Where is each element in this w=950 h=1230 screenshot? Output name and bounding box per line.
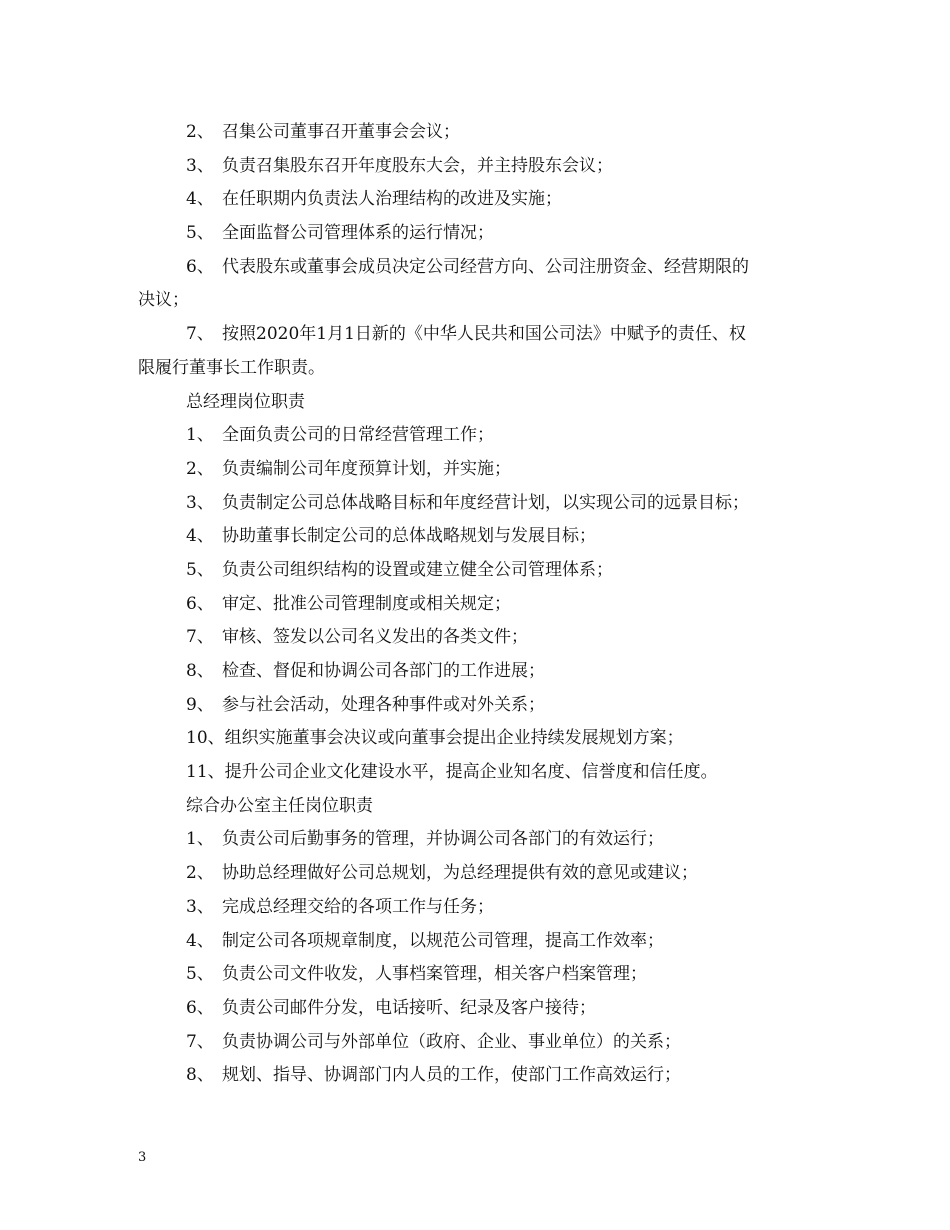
item-number: 1、: [186, 425, 214, 446]
list-item: [138, 318, 818, 352]
item-number: 7、: [186, 324, 214, 345]
item-text-continuation: 限履行董事长工作职责。: [138, 357, 325, 378]
item-text: 完成总经理交给的各项工作与任务；: [222, 896, 494, 917]
list-item: [138, 217, 818, 251]
item-text: 负责公司邮件分发，电话接听、纪录及客户接待；: [222, 997, 596, 1018]
section-heading: 综合办公室主任岗位职责: [186, 795, 373, 816]
item-number: 2、: [186, 122, 214, 142]
item-number: 3、: [186, 896, 214, 917]
item-text: 按照2020年1月1日新的《中华人民共和国公司法》中赋予的责任、权: [222, 324, 746, 345]
section-heading: 总经理岗位职责: [186, 391, 305, 412]
list-item: [138, 116, 818, 150]
list-item: [138, 655, 818, 689]
list-item: [138, 925, 818, 959]
item-text: 负责编制公司年度预算计划，并实施；: [222, 458, 511, 479]
list-item: [138, 1026, 818, 1060]
item-number: 5、: [186, 964, 214, 985]
item-number: 4、: [186, 189, 214, 210]
list-item: [138, 251, 818, 285]
item-number: 6、: [186, 593, 214, 614]
document-body: [138, 116, 818, 1093]
list-item: [138, 520, 818, 554]
list-item: [138, 891, 818, 925]
item-number: 9、: [186, 694, 214, 715]
item-text: 全面负责公司的日常经营管理工作；: [222, 425, 494, 446]
item-text: 审核、签发以公司名义发出的各类文件；: [222, 627, 528, 648]
item-number: 1、: [186, 829, 214, 850]
list-item: [138, 689, 818, 723]
item-number: 4、: [186, 930, 214, 951]
list-item: [138, 150, 818, 184]
item-number: 3、: [186, 155, 214, 176]
list-item: [138, 487, 818, 521]
list-item: 11、提升公司企业文化建设水平，提高企业知名度、信誉度和信任度。: [186, 762, 718, 783]
list-item: [138, 958, 818, 992]
item-text: 规划、指导、协调部门内人员的工作，使部门工作高效运行；: [222, 1065, 681, 1086]
item-text: 代表股东或董事会成员决定公司经营方向、公司注册资金、经营期限的: [222, 256, 749, 277]
item-number: 5、: [186, 223, 214, 244]
item-text: 召集公司董事召开董事会会议；: [222, 122, 460, 142]
list-item: [138, 621, 818, 655]
item-number: 6、: [186, 997, 214, 1018]
list-item: [138, 1059, 818, 1093]
item-number: 8、: [186, 661, 214, 681]
item-text: 审定、批准公司管理制度或相关规定；: [222, 593, 511, 614]
list-item: [138, 857, 818, 891]
page-number: 3: [138, 1150, 147, 1165]
item-number: 7、: [186, 627, 214, 648]
item-number: 7、: [186, 1031, 214, 1052]
item-text: 全面监督公司管理体系的运行情况；: [222, 223, 494, 244]
item-number: 2、: [186, 863, 214, 884]
item-text: 在任职期内负责法人治理结构的改进及实施；: [222, 189, 562, 210]
item-text-continuation: 决议；: [138, 290, 189, 311]
list-item: [138, 419, 818, 453]
item-number: 5、: [186, 559, 214, 580]
item-text: 参与社会活动，处理各种事件或对外关系；: [222, 694, 545, 715]
list-item: [138, 588, 818, 622]
item-text: 负责公司文件收发，人事档案管理，相关客户档案管理；: [222, 964, 647, 985]
item-number: 2、: [186, 458, 214, 479]
list-item: 10、组织实施董事会决议或向董事会提出企业持续发展规划方案；: [186, 728, 684, 749]
list-item: [138, 992, 818, 1026]
item-text: 检查、督促和协调公司各部门的工作进展；: [222, 661, 545, 681]
list-item: [138, 183, 818, 217]
item-text: 协助董事长制定公司的总体战略规划与发展目标；: [222, 526, 596, 547]
item-text: 负责制定公司总体战略目标和年度经营计划，以实现公司的远景目标；: [222, 492, 749, 513]
item-number: 3、: [186, 492, 214, 513]
item-text: 负责公司组织结构的设置或建立健全公司管理体系；: [222, 559, 613, 580]
list-item: [138, 823, 818, 857]
item-text: 负责公司后勤事务的管理，并协调公司各部门的有效运行；: [222, 829, 664, 850]
list-item: [138, 453, 818, 487]
item-text: 负责协调公司与外部单位（政府、企业、事业单位）的关系；: [222, 1031, 681, 1052]
item-number: 4、: [186, 526, 214, 547]
item-text: 协助总经理做好公司总规划，为总经理提供有效的意见或建议；: [222, 863, 698, 884]
list-item: [138, 554, 818, 588]
item-text: 制定公司各项规章制度，以规范公司管理，提高工作效率；: [222, 930, 664, 951]
item-number: 6、: [186, 256, 214, 277]
item-number: 8、: [186, 1065, 214, 1086]
item-text: 负责召集股东召开年度股东大会，并主持股东会议；: [222, 155, 613, 176]
